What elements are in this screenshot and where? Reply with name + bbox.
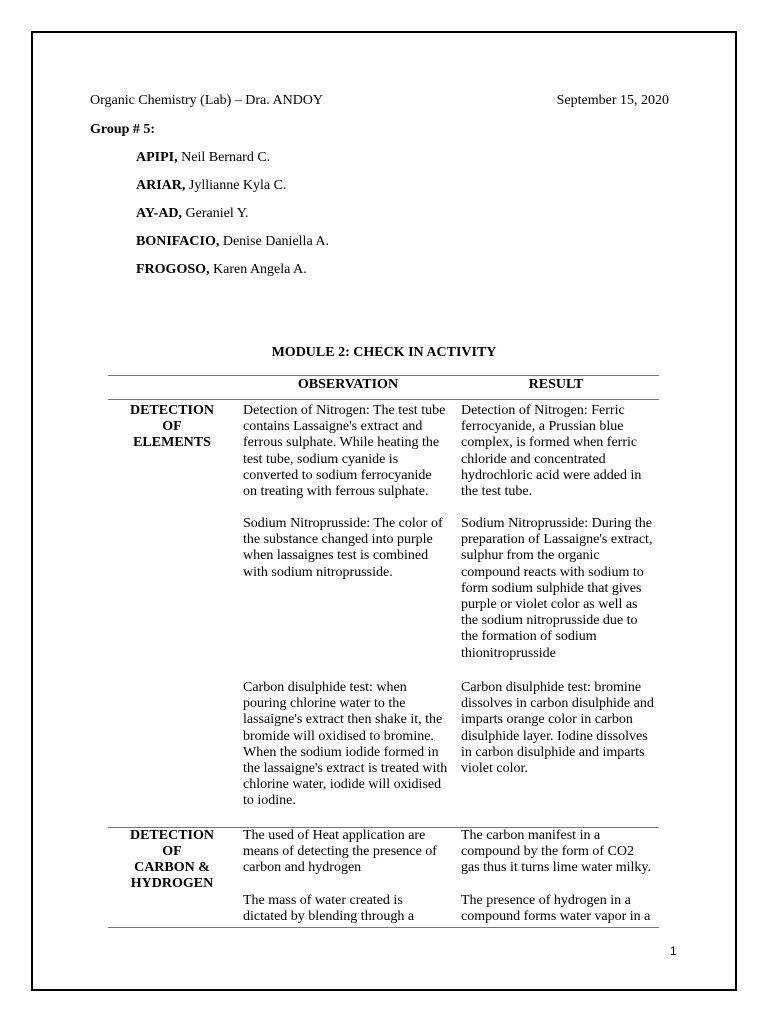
result-cell: Carbon disulphide test: bromine dissolves in carbon disulphide and imparts orange color in carbon disulphide layer. Iodine dissolves in carbon disulphide and imparts violet color. <box>461 680 654 777</box>
member-3 <box>136 206 249 222</box>
section-category-carbon-hydrogen: DETECTION OF CARBON & HYDROGEN <box>129 828 215 891</box>
section-category-elements: DETECTION OF ELEMENTS <box>129 403 215 450</box>
page-number: 1 <box>670 944 677 958</box>
member-surname: ARIAR, <box>136 178 186 193</box>
result-cell: The carbon manifest in a compound by the form of CO2 gas thus it turns lime water milky. <box>461 828 652 876</box>
member-surname: APIPI, <box>136 150 178 165</box>
member-2 <box>136 178 287 194</box>
member-surname: BONIFACIO, <box>136 234 220 249</box>
module-title: MODULE 2: CHECK IN ACTIVITY <box>271 345 497 360</box>
member-surname: AY-AD, <box>136 206 183 221</box>
member-given-name: Jyllianne Kyla C. <box>185 178 287 193</box>
observation-cell: Sodium Nitroprusside: The color of the substance changed into purple when lassaignes test is combined with sodium nitroprusside. <box>243 516 443 580</box>
member-1 <box>136 150 270 166</box>
document-date: September 15, 2020 <box>556 93 669 108</box>
observation-cell: The used of Heat application are means of detecting the presence of carbon and hydrogen <box>243 828 437 876</box>
observation-cell: Carbon disulphide test: when pouring chlorine water to the lassaigne's extract then shake it, the bromide will oxidised to bromine. When the sodium iodide formed in the lassaigne's extract is treated with chlorine water, iodide will oxidised to iodine. <box>243 680 448 809</box>
column-header-observation: OBSERVATION <box>297 377 399 392</box>
result-cell: The presence of hydrogen in a compound forms water vapor in a <box>461 893 651 925</box>
member-surname: FROGOSO, <box>136 262 210 277</box>
column-header-result: RESULT <box>528 377 584 392</box>
course-title: Organic Chemistry (Lab) – Dra. ANDOY <box>90 93 324 108</box>
table-top-rule <box>108 375 659 376</box>
observation-cell: The mass of water created is dictated by blending through a <box>243 893 415 925</box>
member-given-name: Geraniel Y. <box>182 206 249 221</box>
member-4 <box>136 234 329 250</box>
member-given-name: Neil Bernard C. <box>177 150 271 165</box>
header-rule <box>108 399 659 400</box>
result-cell: Sodium Nitroprusside: During the preparation of Lassaigne's extract, sulphur from the organic compound reacts with sodium to form sodium sulphide that gives purple or violet color as well as the sodium nitroprusside due to the formation of sodium thionitroprusside <box>461 516 653 661</box>
member-5 <box>136 262 307 278</box>
table-bottom-rule <box>108 927 659 928</box>
member-given-name: Denise Daniella A. <box>219 234 329 249</box>
group-label: Group # 5: <box>90 122 156 137</box>
member-given-name: Karen Angela A. <box>209 262 307 277</box>
observation-cell: Detection of Nitrogen: The test tube contains Lassaigne's extract and ferrous sulphate. While heating the test tube, sodium cyanide is converted to sodium ferrocyanide on treating with ferrous sulphate. <box>243 403 446 500</box>
result-cell: Detection of Nitrogen: Ferric ferrocyanide, a Prussian blue complex, is formed when ferric chloride and concentrated hydrochloric acid were added in the test tube. <box>461 403 642 500</box>
